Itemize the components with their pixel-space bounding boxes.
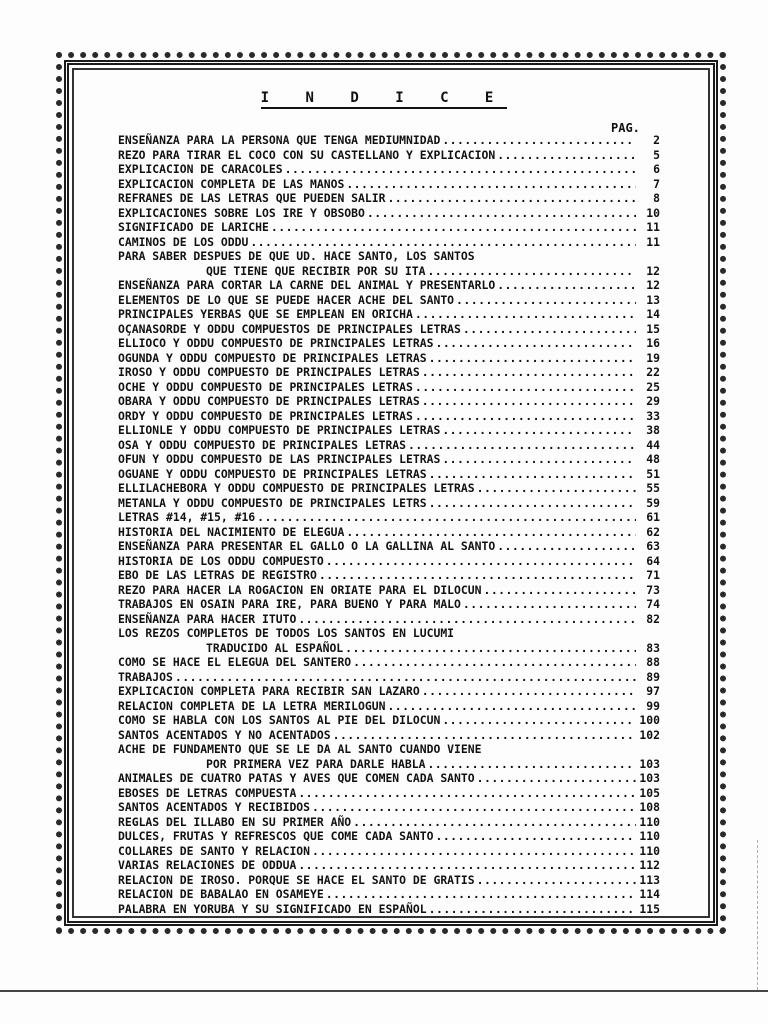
toc-entry-page: 12 — [646, 263, 660, 278]
dot-leader — [346, 525, 636, 540]
toc-entry — [118, 858, 660, 873]
toc-entry-page: 59 — [646, 495, 660, 510]
toc-entry-page: 10 — [646, 205, 660, 220]
dot-leader — [429, 902, 636, 917]
toc-entry-page: 19 — [646, 350, 660, 365]
toc-entry — [118, 655, 660, 670]
toc-entry-title: LOS REZOS COMPLETOS DE TODOS LOS SANTOS EN LUCUMI — [118, 626, 455, 640]
dot-leader — [367, 206, 636, 221]
dot-leader — [477, 873, 636, 888]
toc-entry — [118, 626, 660, 641]
toc-entry-title: COMO SE HACE EL ELEGUA DEL SANTERO — [118, 655, 352, 669]
toc-entry-title: QUE TIENE QUE RECIBIR POR SU ITA — [206, 263, 426, 278]
toc-entry-title: TRABAJOS — [118, 669, 173, 684]
toc-entry-page: 38 — [646, 423, 660, 437]
toc-entry-page: 25 — [646, 379, 660, 394]
toc-entry-title: HISTORIA DE LOS ODDU COMPUESTO — [118, 553, 324, 568]
toc-entry-page: 103 — [639, 756, 660, 771]
toc-entry-page: 82 — [646, 611, 660, 626]
dot-leader — [333, 728, 636, 743]
dot-leader — [298, 786, 636, 801]
toc-entry-page: 112 — [639, 858, 660, 872]
toc-entry-page: 5 — [653, 147, 660, 162]
toc-entry-page: 51 — [646, 466, 660, 481]
toc-entry-page: 11 — [646, 234, 660, 249]
toc-entry-page: 48 — [646, 452, 660, 466]
toc-entry — [118, 568, 660, 583]
toc-entry-title: EXPLICACIONES SOBRE LOS IRE Y OBSOBO — [118, 205, 365, 220]
toc-entry-page: 115 — [639, 901, 660, 916]
toc-entry-page: 44 — [646, 437, 660, 452]
toc-entry-title: PRINCIPALES YERBAS QUE SE EMPLEAN EN ORICHA — [118, 307, 413, 321]
toc-entry-title: ELLILACHEBORA Y ODDU COMPUESTO DE PRINCIPALES LETRAS — [118, 481, 475, 495]
dot-leader — [326, 887, 636, 902]
toc-entry-page: 74 — [646, 597, 660, 611]
toc-entry-page: 73 — [646, 582, 660, 597]
toc-entry-page: 11 — [646, 220, 660, 234]
page-bottom-edge — [0, 990, 768, 992]
toc-entry-title: REZO PARA TIRAR EL COCO CON SU CASTELLANO Y EXPLICACION — [118, 147, 496, 162]
toc-entry — [118, 249, 660, 264]
dot-leader — [415, 380, 636, 395]
toc-entry-page: 14 — [646, 307, 660, 321]
toc-entry — [118, 510, 660, 525]
dot-leader — [477, 771, 636, 786]
toc-entry-title: ORDY Y ODDU COMPUESTO DE PRINCIPALES LETRAS — [118, 408, 413, 423]
toc-entry — [118, 409, 660, 424]
toc-entry-title: IROSO Y ODDU COMPUESTO DE PRINCIPALES LETRAS — [118, 365, 420, 379]
toc-entry — [118, 815, 660, 830]
toc-entry-title: ACHE DE FUNDAMENTO QUE SE LE DA AL SANTO CUANDO VIENE — [118, 742, 482, 756]
dot-leader — [442, 423, 636, 438]
toc-entry — [118, 771, 660, 786]
toc-entry-title: EXPLICACION COMPLETA DE LAS MANOS — [118, 176, 345, 191]
toc-entry-title: SIGNIFICADO DE LARICHE — [118, 220, 269, 234]
toc-entry-title: ENSEÑANZA PARA PRESENTAR EL GALLO O LA GALLINA AL SANTO — [118, 539, 496, 553]
toc-entry-page: 6 — [653, 162, 660, 176]
dot-leader — [497, 539, 636, 554]
toc-entry — [118, 177, 660, 192]
toc-entry-title: OFUN Y ODDU COMPUESTO DE LAS PRINCIPALES LETRAS — [118, 452, 441, 466]
toc-entry — [118, 800, 660, 815]
toc-entry — [118, 481, 660, 496]
toc-entry — [118, 293, 660, 308]
toc-entry — [118, 786, 660, 801]
toc-entry-page: 7 — [653, 176, 660, 191]
toc-entry-page: 97 — [646, 684, 660, 698]
dot-leader — [422, 394, 636, 409]
toc-entry — [118, 496, 660, 511]
toc-entry — [118, 438, 660, 453]
scan-edge-mark — [757, 840, 764, 990]
toc-entry-page: 16 — [646, 336, 660, 350]
toc-entry-page: 15 — [646, 321, 660, 336]
dot-leader — [442, 452, 636, 467]
toc-entry-title: OGUNDA Y ODDU COMPUESTO DE PRINCIPALES LETRAS — [118, 350, 427, 365]
toc-entry — [118, 670, 660, 685]
toc-entry — [118, 365, 660, 380]
dot-leader — [442, 713, 636, 728]
toc-entry — [118, 336, 660, 351]
dot-leader — [271, 220, 636, 235]
toc-entry — [118, 525, 660, 540]
toc-entry — [118, 191, 660, 206]
toc-entry-title: RELACION DE IROSO. PORQUE SE HACE EL SANTO DE GRATIS — [118, 872, 475, 887]
toc-entry — [118, 394, 660, 409]
toc-entry-page: 108 — [639, 800, 660, 814]
table-of-contents — [118, 133, 660, 916]
dot-leader — [312, 844, 636, 859]
toc-entry-page: 114 — [639, 887, 660, 901]
toc-entry-title: RELACION DE BABALAO EN OSAMEYE — [118, 887, 324, 901]
toc-entry-title: RELACION COMPLETA DE LA LETRA MERILOGUN — [118, 698, 386, 713]
toc-entry-page: 12 — [646, 278, 660, 292]
dot-leader — [257, 510, 636, 525]
toc-entry — [118, 742, 660, 757]
toc-entry-page: 113 — [639, 872, 660, 887]
toc-entry-title: EXPLICACION COMPLETA PARA RECIBIR SAN LAZARO — [118, 684, 420, 698]
toc-entry-title: REGLAS DEL ILLABO EN SU PRIMER AÑO — [118, 814, 352, 829]
toc-entry-title: EBO DE LAS LETRAS DE REGISTRO — [118, 568, 317, 582]
toc-entry-title: DULCES, FRUTAS Y REFRESCOS QUE COME CADA SANTO — [118, 829, 434, 843]
toc-entry — [118, 380, 660, 395]
page-title — [0, 90, 768, 106]
toc-entry-title: SANTOS ACENTADOS Y RECIBIDOS — [118, 800, 311, 814]
toc-entry-page: 100 — [639, 713, 660, 727]
toc-entry-title: ELLIONLE Y ODDU COMPUESTO DE PRINCIPALES LETRAS — [118, 423, 441, 437]
toc-entry — [118, 539, 660, 554]
toc-entry-page: 64 — [646, 553, 660, 568]
toc-entry-title: REFRANES DE LAS LETRAS QUE PUEDEN SALIR — [118, 191, 386, 205]
toc-entry-title: TRADUCIDO AL ESPAÑOL — [206, 640, 344, 655]
dot-leader — [175, 670, 636, 685]
dot-leader — [387, 191, 636, 206]
dot-leader — [435, 829, 636, 844]
toc-entry — [118, 554, 660, 569]
toc-entry-title: ANIMALES DE CUATRO PATAS Y AVES QUE COMEN CADA SANTO — [118, 771, 475, 785]
toc-entry-page: 13 — [646, 292, 660, 307]
dot-leader — [497, 278, 636, 293]
toc-entry-title: PARA SABER DESPUES DE QUE UD. HACE SANTO, LOS SANTOS — [118, 249, 475, 263]
toc-entry-title: OBARA Y ODDU COMPUESTO DE PRINCIPALES LETRAS — [118, 394, 420, 408]
dot-leader — [415, 307, 636, 322]
dot-leader — [285, 162, 636, 177]
toc-entry-title: CAMINOS DE LOS ODDU — [118, 234, 249, 249]
dot-leader — [422, 365, 636, 380]
dot-leader — [442, 133, 636, 148]
toc-entry-page: 63 — [646, 539, 660, 553]
toc-entry — [118, 713, 660, 728]
toc-entry — [118, 423, 660, 438]
toc-entry — [118, 322, 660, 337]
dot-leader — [345, 641, 636, 656]
toc-entry — [118, 264, 660, 279]
toc-entry-title: COLLARES DE SANTO Y RELACION — [118, 843, 311, 858]
dot-leader — [429, 351, 636, 366]
toc-entry — [118, 220, 660, 235]
toc-entry-title: EBOSES DE LETRAS COMPUESTA — [118, 785, 297, 800]
dot-leader — [427, 264, 636, 279]
toc-entry-title: OCHE Y ODDU COMPUESTO DE PRINCIPALES LETRAS — [118, 379, 413, 394]
dot-leader — [326, 554, 636, 569]
dot-leader — [456, 293, 636, 308]
page-column-header: PAG. — [611, 121, 640, 135]
toc-entry — [118, 206, 660, 221]
toc-entry-page: 99 — [646, 698, 660, 713]
toc-entry-title: ENSEÑANZA PARA LA PERSONA QUE TENGA MEDIUMNIDAD — [118, 133, 441, 147]
toc-entry — [118, 597, 660, 612]
dot-leader — [427, 757, 636, 772]
toc-entry — [118, 307, 660, 322]
toc-entry-page: 61 — [646, 510, 660, 524]
toc-entry-title: TRABAJOS EN OSAIN PARA IRE, PARA BUENO Y PARA MALO — [118, 597, 461, 611]
toc-entry-page: 2 — [653, 133, 660, 147]
toc-entry-page: 105 — [639, 785, 660, 800]
title-text: I N D I C E — [261, 90, 508, 109]
toc-entry — [118, 583, 660, 598]
dot-leader — [346, 177, 636, 192]
toc-entry-title: OÇANASORDE Y ODDU COMPUESTOS DE PRINCIPALES LETRAS — [118, 321, 461, 336]
dot-leader — [483, 583, 636, 598]
toc-entry-page: 110 — [639, 843, 660, 858]
dot-leader — [435, 336, 636, 351]
toc-entry — [118, 887, 660, 902]
toc-entry — [118, 873, 660, 888]
toc-entry — [118, 351, 660, 366]
toc-entry-page: 83 — [646, 640, 660, 655]
toc-entry-page: 55 — [646, 481, 660, 495]
toc-entry — [118, 829, 660, 844]
toc-entry-page: 33 — [646, 408, 660, 423]
dot-leader — [319, 568, 636, 583]
toc-entry-title: ENSEÑANZA PARA HACER ITUTO — [118, 611, 297, 626]
toc-entry-title: OSA Y ODDU COMPUESTO DE PRINCIPALES LETRAS — [118, 437, 407, 452]
dot-leader — [312, 800, 636, 815]
dot-leader — [463, 322, 636, 337]
dot-leader — [353, 815, 636, 830]
toc-entry-page: 88 — [646, 655, 660, 669]
toc-entry-title: REZO PARA HACER LA ROGACION EN ORIATE PARA EL DILOCUN — [118, 582, 482, 597]
toc-entry-page: 89 — [646, 669, 660, 684]
toc-entry — [118, 902, 660, 917]
dot-leader — [298, 858, 636, 873]
toc-entry-page: 110 — [639, 814, 660, 829]
toc-entry — [118, 844, 660, 859]
toc-entry-page: 110 — [639, 829, 660, 843]
toc-entry — [118, 684, 660, 699]
toc-entry-title: POR PRIMERA VEZ PARA DARLE HABLA — [206, 756, 426, 771]
toc-entry-page: 29 — [646, 394, 660, 408]
toc-entry-title: ELEMENTOS DE LO QUE SE PUEDE HACER ACHE DEL SANTO — [118, 292, 455, 307]
dot-leader — [422, 684, 636, 699]
toc-entry-title: VARIAS RELACIONES DE ODDUA — [118, 858, 297, 872]
toc-entry-page: 22 — [646, 365, 660, 379]
toc-entry — [118, 148, 660, 163]
toc-entry — [118, 467, 660, 482]
dot-leader — [463, 597, 636, 612]
dot-leader — [408, 438, 636, 453]
dot-leader — [429, 496, 636, 511]
toc-entry-page: 102 — [639, 727, 660, 742]
toc-entry-title: SANTOS ACENTADOS Y NO ACENTADOS — [118, 727, 331, 742]
dot-leader — [415, 409, 636, 424]
dot-leader — [353, 655, 636, 670]
toc-entry-page: 103 — [639, 771, 660, 785]
toc-entry — [118, 699, 660, 714]
toc-entry-title: METANLA Y ODDU COMPUESTO DE PRINCIPALES LETRS — [118, 495, 427, 510]
toc-entry-title: PALABRA EN YORUBA Y SU SIGNIFICADO EN ESPAÑOL — [118, 901, 427, 916]
toc-entry — [118, 452, 660, 467]
toc-entry-title: COMO SE HABLA CON LOS SANTOS AL PIE DEL DILOCUN — [118, 713, 441, 727]
toc-entry-title: ELLIOCO Y ODDU COMPUESTO DE PRINCIPALES LETRAS — [118, 336, 434, 350]
toc-entry — [118, 235, 660, 250]
toc-entry — [118, 728, 660, 743]
dot-leader — [477, 481, 636, 496]
toc-entry — [118, 757, 660, 772]
dot-leader — [298, 612, 636, 627]
toc-entry-title: ENSEÑANZA PARA CORTAR LA CARNE DEL ANIMAL Y PRESENTARLO — [118, 278, 496, 292]
toc-entry-title: LETRAS #14, #15, #16 — [118, 510, 256, 524]
toc-entry-page: 8 — [653, 191, 660, 205]
dot-leader — [250, 235, 636, 250]
toc-entry — [118, 641, 660, 656]
toc-entry — [118, 133, 660, 148]
toc-entry-title: HISTORIA DEL NACIMIENTO DE ELEGUA — [118, 524, 345, 539]
toc-entry-title: EXPLICACION DE CARACOLES — [118, 162, 283, 176]
toc-entry — [118, 278, 660, 293]
dot-leader — [387, 699, 636, 714]
toc-entry-page: 71 — [646, 568, 660, 582]
dot-leader — [497, 148, 636, 163]
toc-entry — [118, 612, 660, 627]
toc-entry-title: OGUANE Y ODDU COMPUESTO DE PRINCIPALES LETRAS — [118, 466, 427, 481]
dot-leader — [429, 467, 636, 482]
toc-entry-page: 62 — [646, 524, 660, 539]
toc-entry — [118, 162, 660, 177]
